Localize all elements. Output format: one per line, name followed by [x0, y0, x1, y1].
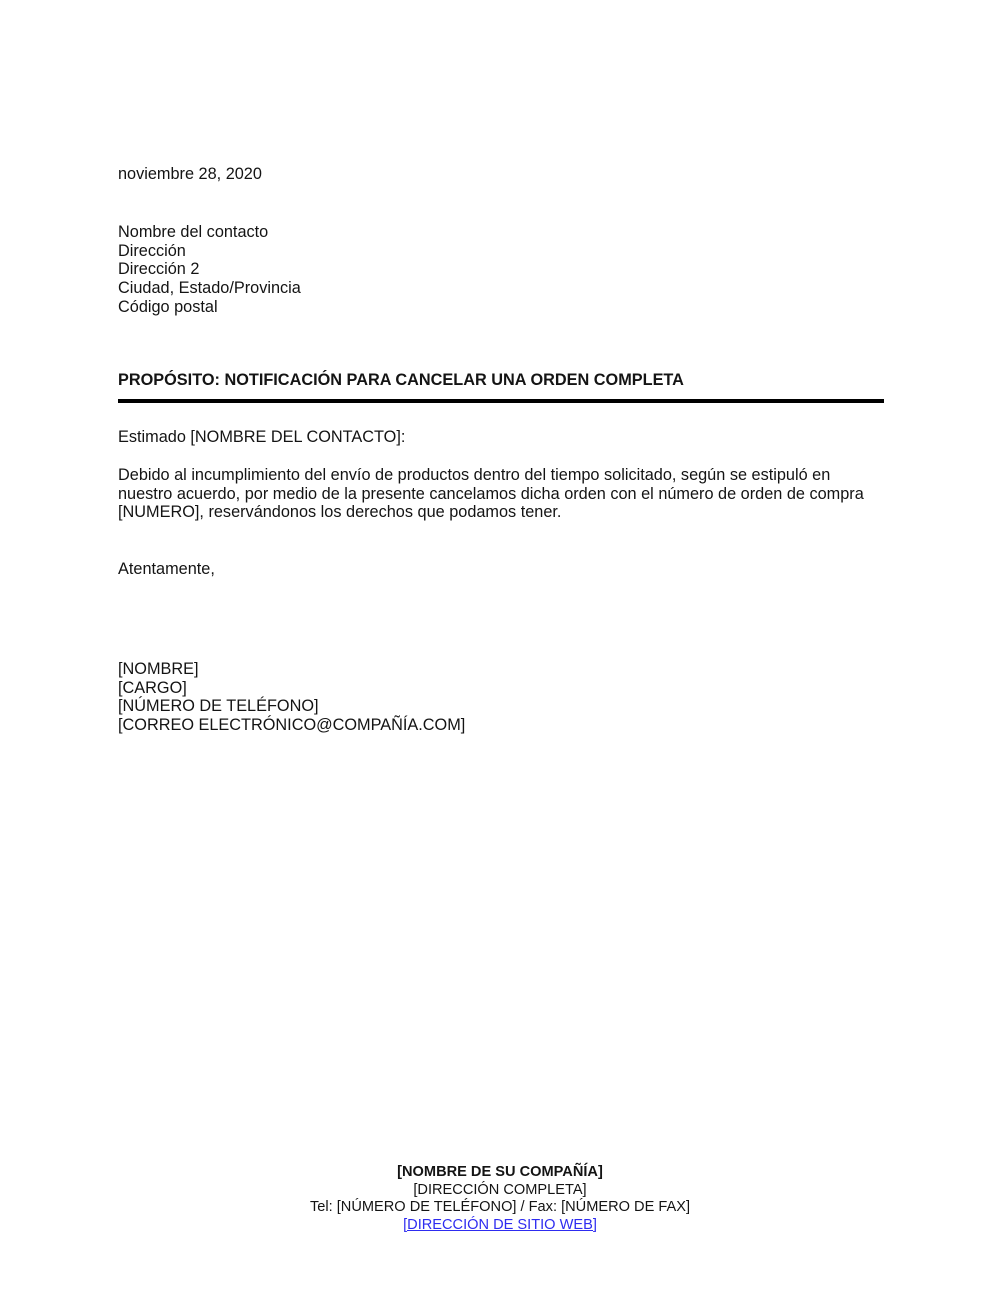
- recipient-postal-code: Código postal: [118, 297, 218, 316]
- footer-address: [DIRECCIÓN COMPLETA]: [413, 1181, 587, 1198]
- footer-company-name: [NOMBRE DE SU COMPAÑÍA]: [397, 1164, 603, 1180]
- salutation-line: Estimado [NOMBRE DEL CONTACTO]:: [118, 428, 406, 446]
- subject-divider-rule: [118, 399, 884, 403]
- recipient-city-state: Ciudad, Estado/Provincia: [118, 279, 301, 298]
- signature-block: [118, 660, 465, 735]
- signature-name: [NOMBRE]: [118, 660, 199, 678]
- footer-tel-fax: Tel: [NÚMERO DE TELÉFONO] / Fax: [NÚMERO DE FAX]: [309, 1199, 691, 1216]
- subject-line: PROPÓSITO: NOTIFICACIÓN PARA CANCELAR UNA ORDEN COMPLETA: [118, 371, 684, 389]
- recipient-address-line-1: Dirección: [118, 241, 186, 260]
- website-link[interactable]: [DIRECCIÓN DE SITIO WEB]: [403, 1216, 597, 1233]
- recipient-block: [118, 223, 301, 317]
- signature-email: [CORREO ELECTRÓNICO@COMPAÑÍA.COM]: [118, 716, 466, 735]
- date-line: noviembre 28, 2020: [118, 165, 262, 183]
- signature-title: [CARGO]: [118, 678, 187, 697]
- footer-block: [0, 1164, 1000, 1234]
- body-paragraph: Debido al incumplimiento del envío de productos dentro del tiempo solicitado, según se estipuló en nuestro acuerdo, por medio de la presente cancelamos dicha orden con el número de orden de compra [NUMERO], reservándonos los derechos que podamos tener.: [118, 466, 864, 522]
- recipient-contact-name: Nombre del contacto: [118, 223, 269, 241]
- signature-phone: [NÚMERO DE TELÉFONO]: [118, 697, 319, 716]
- closing-line: Atentamente,: [118, 560, 215, 578]
- footer-website-row: [0, 1217, 1000, 1235]
- recipient-address-line-2: Dirección 2: [118, 260, 200, 279]
